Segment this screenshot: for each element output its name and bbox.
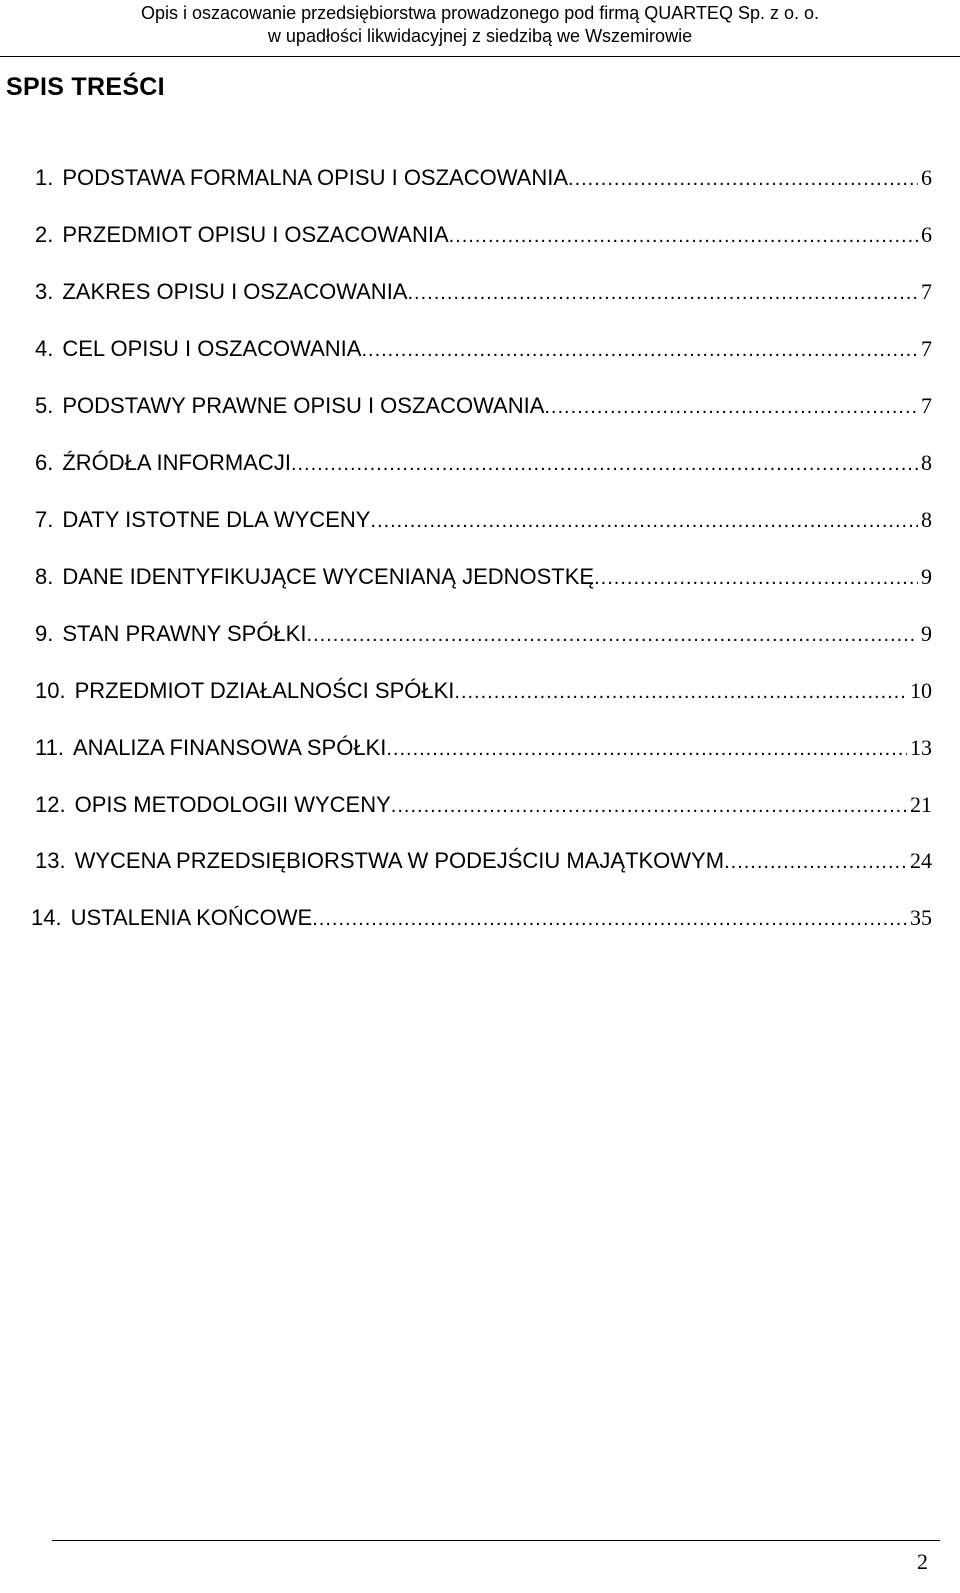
dot-leader <box>391 791 907 821</box>
dot-leader <box>306 620 918 650</box>
toc-entry[interactable] <box>35 790 932 820</box>
toc-entry[interactable] <box>35 277 932 307</box>
dot-leader <box>454 677 907 707</box>
dot-leader <box>386 734 907 764</box>
toc-entry-page: 9 <box>921 564 932 589</box>
toc-entry-page: 35 <box>910 905 932 930</box>
toc-entry-label: WYCENA PRZEDSIĘBIORSTWA W PODEJŚCIU MAJĄTKOWYM <box>74 848 725 873</box>
toc-entry[interactable] <box>35 846 932 876</box>
toc-entry-label: ŹRÓDŁA INFORMACJI <box>62 450 291 475</box>
toc-entry-label: PRZEDMIOT DZIAŁALNOŚCI SPÓŁKI <box>74 678 455 703</box>
dot-leader <box>291 449 918 479</box>
toc-entry-label: PODSTAWA FORMALNA OPISU I OSZACOWANIA <box>62 165 569 190</box>
toc-entry-number: 12. <box>35 792 66 817</box>
toc-entry-number: 8. <box>35 564 54 589</box>
toc-entry-label: OPIS METODOLOGII WYCENY <box>74 792 391 817</box>
toc-entry-page: 6 <box>921 222 932 247</box>
toc-entry-label: USTALENIA KOŃCOWE <box>70 905 313 930</box>
toc-entry[interactable] <box>35 334 932 364</box>
toc-entry-number: 13. <box>35 848 66 873</box>
toc-entry-number: 14. <box>31 905 62 930</box>
dot-leader <box>544 392 918 422</box>
toc-entry-page: 7 <box>921 393 932 418</box>
toc-entry-number: 10. <box>35 678 66 703</box>
header-line-2: w upadłości likwidacyjnej z siedzibą we Wszemirowie <box>267 26 693 46</box>
toc-title: SPIS TREŚCI <box>6 73 165 101</box>
page-number: 2 <box>917 1549 928 1574</box>
toc-entry[interactable] <box>35 733 932 763</box>
toc-entry-label: STAN PRAWNY SPÓŁKI <box>62 621 307 646</box>
toc-entry-number: 11. <box>35 735 64 760</box>
toc-entry-number: 7. <box>35 507 54 532</box>
toc-entry[interactable] <box>35 163 932 193</box>
toc-entry[interactable] <box>35 562 932 592</box>
toc-entry-number: 5. <box>35 393 54 418</box>
toc-entry-label: DANE IDENTYFIKUJĄCE WYCENIANĄ JEDNOSTKĘ <box>62 564 595 589</box>
toc-entry-page: 10 <box>910 678 932 703</box>
toc-entry-page: 21 <box>910 792 932 817</box>
dot-leader <box>594 563 918 593</box>
toc-entry[interactable] <box>35 619 932 649</box>
dot-leader <box>724 847 907 877</box>
toc-entry-number: 9. <box>35 621 54 646</box>
toc-entry[interactable] <box>35 391 932 421</box>
toc-entry[interactable] <box>35 676 932 706</box>
toc-entry-page: 24 <box>910 848 932 873</box>
toc-entry-label: ANALIZA FINANSOWA SPÓŁKI <box>72 735 387 760</box>
toc-entry-number: 4. <box>35 336 54 361</box>
dot-leader <box>449 221 918 251</box>
header-line-1: Opis i oszacowanie przedsiębiorstwa prowadzonego pod firmą QUARTEQ Sp. z o. o. <box>141 3 819 23</box>
toc-entry-page: 6 <box>921 165 932 190</box>
toc-entry[interactable] <box>31 903 932 933</box>
toc-entry-page: 9 <box>921 621 932 646</box>
toc-entry-page: 8 <box>921 450 932 475</box>
toc-entry[interactable] <box>35 505 932 535</box>
dot-leader <box>568 164 918 194</box>
toc-entry[interactable] <box>35 220 932 250</box>
toc-entry-page: 13 <box>910 735 932 760</box>
toc-entry-number: 6. <box>35 450 54 475</box>
toc-entry-page: 7 <box>921 279 932 304</box>
toc-entry-number: 3. <box>35 279 54 304</box>
toc-entry-label: PRZEDMIOT OPISU I OSZACOWANIA <box>62 222 449 247</box>
toc-entry-label: CEL OPISU I OSZACOWANIA <box>62 336 362 361</box>
toc-entry-number: 1. <box>35 165 54 190</box>
toc-entry-page: 7 <box>921 336 932 361</box>
toc-entry-label: DATY ISTOTNE DLA WYCENY <box>62 507 371 532</box>
toc-entry-label: ZAKRES OPISU I OSZACOWANIA <box>62 279 408 304</box>
footer-divider <box>52 1540 940 1541</box>
toc-entry[interactable] <box>35 448 932 478</box>
toc-entry-label: PODSTAWY PRAWNE OPISU I OSZACOWANIA <box>62 393 545 418</box>
dot-leader <box>312 904 907 934</box>
toc-entry-page: 8 <box>921 507 932 532</box>
dot-leader <box>370 506 918 536</box>
toc-entry-number: 2. <box>35 222 54 247</box>
dot-leader <box>407 278 918 308</box>
dot-leader <box>361 335 918 365</box>
